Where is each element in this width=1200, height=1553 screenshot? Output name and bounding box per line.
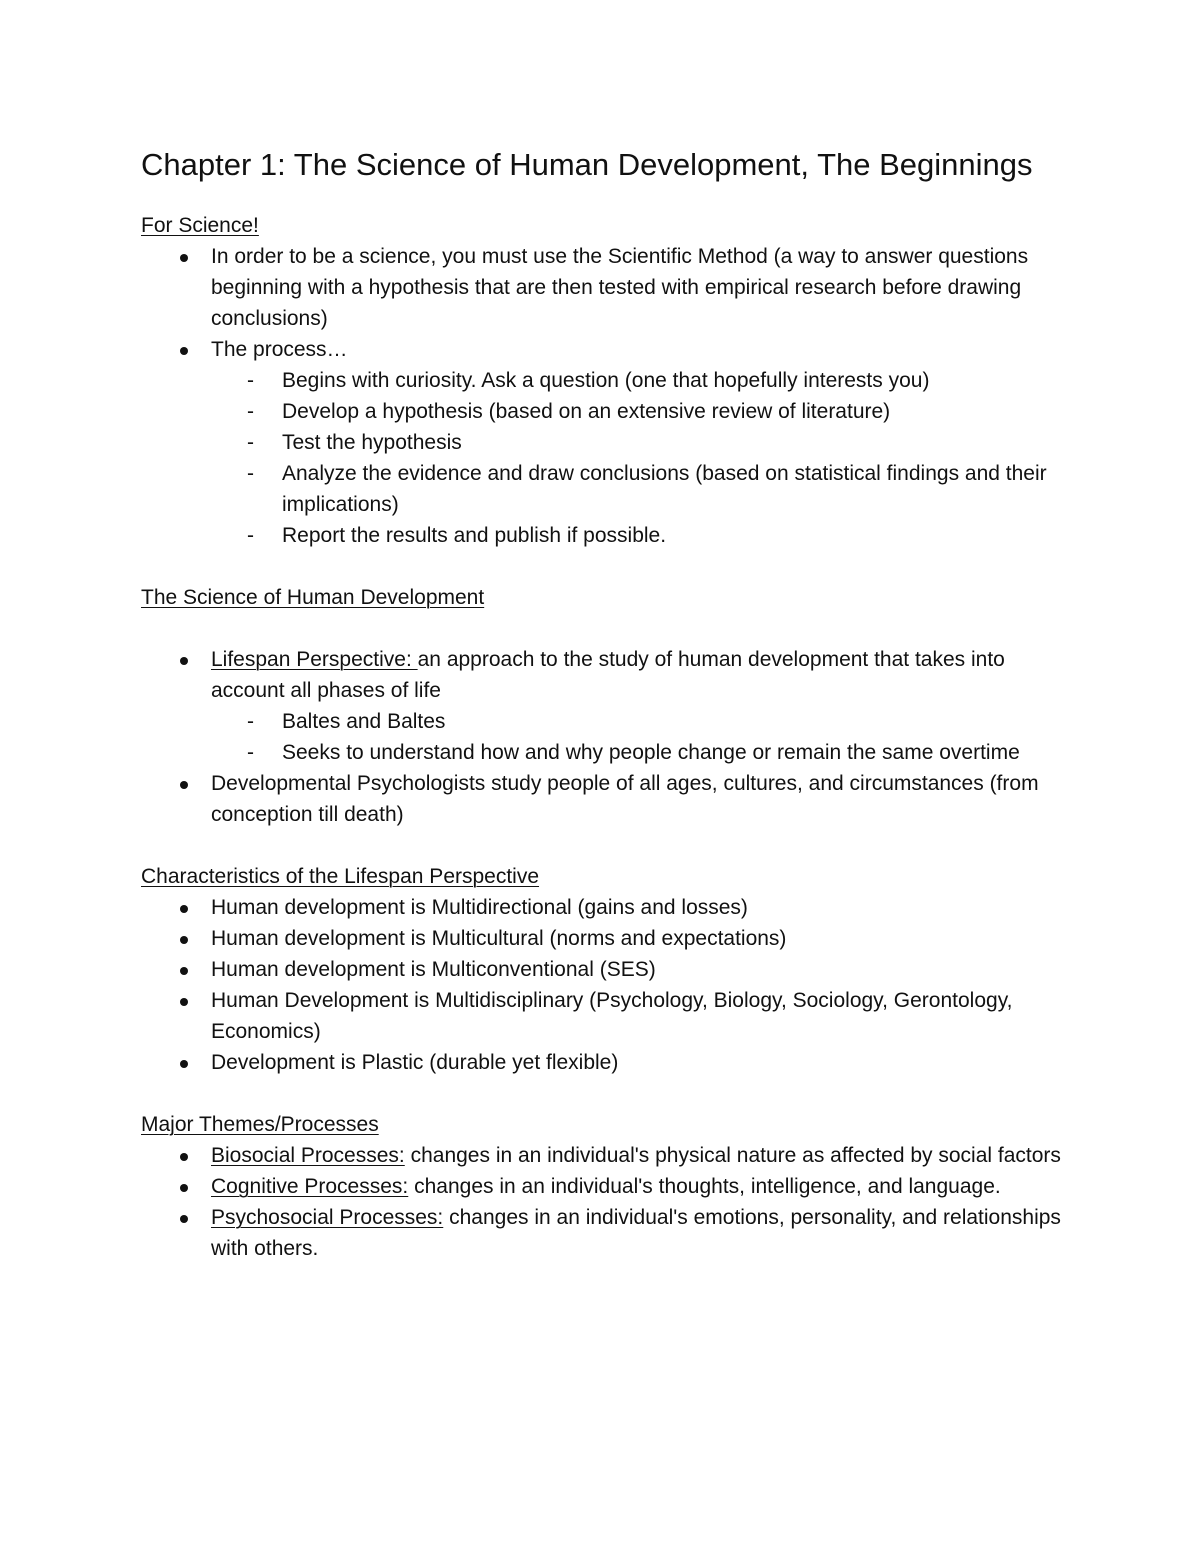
list-item — [141, 1202, 1071, 1264]
list-item — [141, 1171, 1071, 1202]
spacer — [141, 830, 1071, 861]
sub-list-item — [211, 520, 1071, 551]
bullet-icon — [180, 1153, 188, 1161]
bullet-icon — [180, 1184, 188, 1192]
section-heading: Major Themes/Processes — [141, 1113, 379, 1136]
spacer — [141, 551, 1071, 582]
list-item-text: Development is Plastic (durable yet flexible) — [211, 1051, 619, 1074]
list-item — [141, 241, 1071, 334]
sub-list-item — [211, 737, 1071, 768]
section-for-science — [141, 210, 1071, 551]
section-characteristics — [141, 861, 1071, 1078]
list-item — [141, 892, 1071, 923]
bullet-list — [141, 644, 1071, 830]
sub-list — [211, 706, 1071, 768]
dash-icon: - — [247, 400, 254, 423]
section-heading: The Science of Human Development — [141, 586, 485, 609]
list-item-text: changes in an individual's emotions, personality, and relationships with others. — [211, 1206, 1061, 1260]
term-label: Psychosocial Processes: — [211, 1206, 444, 1229]
list-item — [141, 768, 1071, 830]
dash-icon: - — [247, 524, 254, 547]
list-item-text: The process… — [211, 338, 348, 361]
section-science-of-human-development — [141, 582, 1071, 830]
sub-list-item — [211, 427, 1071, 458]
list-item — [141, 1047, 1071, 1078]
section-heading: For Science! — [141, 214, 259, 237]
document-page — [141, 140, 1071, 1264]
list-item-text: Human development is Multidirectional (gains and losses) — [211, 896, 748, 919]
bullet-icon — [180, 347, 188, 355]
section-major-themes — [141, 1109, 1071, 1264]
bullet-icon — [180, 657, 188, 665]
term-label: Cognitive Processes: — [211, 1175, 409, 1198]
list-item — [141, 954, 1071, 985]
list-item-text: Human Development is Multidisciplinary (Psychology, Biology, Sociology, Gerontology, Economics) — [211, 989, 1013, 1043]
list-item — [141, 923, 1071, 954]
sub-list-item — [211, 706, 1071, 737]
list-item — [141, 985, 1071, 1047]
list-item-text: Human development is Multiconventional (SES) — [211, 958, 656, 981]
bullet-icon — [180, 998, 188, 1006]
sub-list-item-text: Test the hypothesis — [282, 431, 462, 454]
sub-list-item-text: Develop a hypothesis (based on an extensive review of literature) — [282, 400, 891, 423]
dash-icon: - — [247, 710, 254, 733]
list-item — [141, 644, 1071, 768]
list-item-text: changes in an individual's physical nature as affected by social factors — [404, 1144, 1061, 1167]
list-item-text: Human development is Multicultural (norms and expectations) — [211, 927, 787, 950]
sub-list-item-text: Analyze the evidence and draw conclusions (based on statistical findings and their implications) — [282, 462, 1047, 516]
dash-icon: - — [247, 431, 254, 454]
bullet-icon — [180, 1215, 188, 1223]
bullet-list — [141, 1140, 1071, 1264]
bullet-list — [141, 892, 1071, 1078]
dash-icon: - — [247, 462, 254, 485]
spacer — [141, 1078, 1071, 1109]
term-label: Lifespan Perspective: — [211, 648, 418, 671]
bullet-icon — [180, 967, 188, 975]
dash-icon: - — [247, 741, 254, 764]
page-title: Chapter 1: The Science of Human Development, The Beginnings — [141, 147, 1033, 182]
list-item-text: changes in an individual's thoughts, intelligence, and language. — [408, 1175, 1001, 1198]
bullet-list — [141, 241, 1071, 551]
bullet-icon — [180, 905, 188, 913]
sub-list-item-text: Report the results and publish if possible. — [282, 524, 667, 547]
sub-list-item-text: Seeks to understand how and why people change or remain the same overtime — [282, 741, 1020, 764]
list-item-text: an approach to the study of human development that takes into account all phases of life — [211, 648, 1005, 702]
bullet-icon — [180, 936, 188, 944]
dash-icon: - — [247, 369, 254, 392]
list-item-text: In order to be a science, you must use the Scientific Method (a way to answer questions beginning with a hypothesis that are then tested with empirical research before drawing conclusions) — [211, 245, 1029, 330]
bullet-icon — [180, 1060, 188, 1068]
list-item-text: Developmental Psychologists study people of all ages, cultures, and circumstances (from conception till death) — [211, 772, 1039, 826]
sub-list-item-text: Baltes and Baltes — [282, 710, 446, 733]
list-item — [141, 334, 1071, 551]
spacer — [141, 613, 1071, 644]
bullet-icon — [180, 254, 188, 262]
sub-list-item — [211, 365, 1071, 396]
list-item — [141, 1140, 1071, 1171]
term-label: Biosocial Processes: — [211, 1144, 405, 1167]
section-heading: Characteristics of the Lifespan Perspective — [141, 865, 540, 888]
sub-list-item-text: Begins with curiosity. Ask a question (one that hopefully interests you) — [282, 369, 930, 392]
sub-list-item — [211, 458, 1071, 520]
sub-list-item — [211, 396, 1071, 427]
bullet-icon — [180, 781, 188, 789]
sub-list — [211, 365, 1071, 551]
